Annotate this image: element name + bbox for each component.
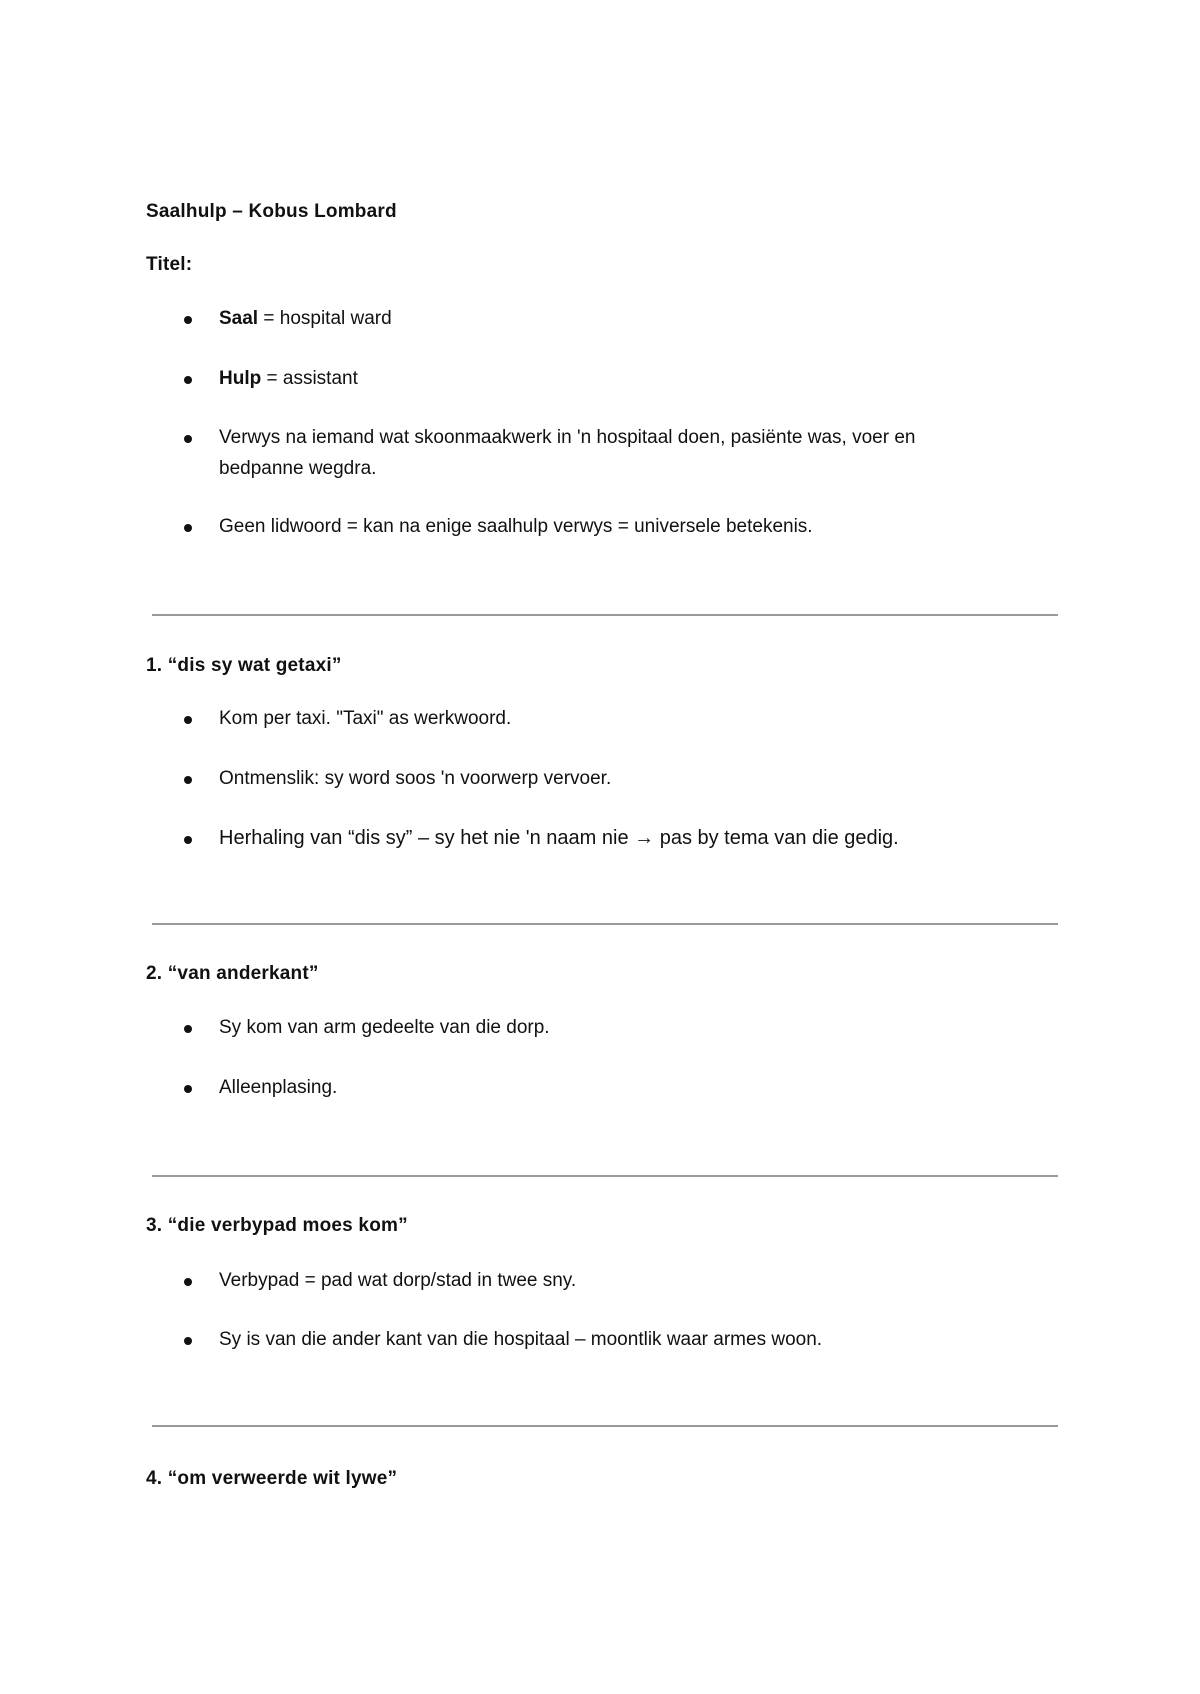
list-item: Sy is van die ander kant van die hospitaal – moontlik waar armes woon. <box>219 1329 823 1350</box>
list-item-continuation: bedpanne wegdra. <box>219 458 377 479</box>
bullet-dot <box>184 1278 192 1286</box>
titel-label: Titel: <box>146 254 193 275</box>
bullet-dot <box>184 524 192 532</box>
section-divider <box>152 1425 1058 1427</box>
document-title: Saalhulp – Kobus Lombard <box>146 201 397 222</box>
bullet-dot <box>184 376 192 384</box>
section-heading: 4. “om verweerde wit lywe” <box>146 1468 398 1489</box>
list-item: Herhaling van “dis sy” – sy het nie 'n naam nie → pas by tema van die gedig. <box>219 827 899 849</box>
bullet-dot <box>184 435 192 443</box>
bullet-dot <box>184 316 192 324</box>
section-heading: 1. “dis sy wat getaxi” <box>146 655 342 676</box>
list-item <box>219 303 392 334</box>
list-item: Kom per taxi. "Taxi" as werkwoord. <box>219 708 512 729</box>
list-item: Sy kom van arm gedeelte van die dorp. <box>219 1017 550 1038</box>
definition-saal: = hospital ward <box>258 308 392 329</box>
list-item: Verwys na iemand wat skoonmaakwerk in 'n hospitaal doen, pasiënte was, voer en <box>219 427 916 448</box>
section-heading: 2. “van anderkant” <box>146 963 319 984</box>
list-item: Geen lidwoord = kan na enige saalhulp verwys = universele betekenis. <box>219 516 813 537</box>
bullet-dot <box>184 1337 192 1345</box>
section-divider <box>152 614 1058 616</box>
bullet-dot <box>184 836 192 844</box>
bullet-dot <box>184 1025 192 1033</box>
term-saal: Saal <box>219 308 259 329</box>
list-item: Verbypad = pad wat dorp/stad in twee sny. <box>219 1270 577 1291</box>
definition-hulp: = assistant <box>261 368 358 389</box>
section-heading: 3. “die verbypad moes kom” <box>146 1215 408 1236</box>
term-hulp: Hulp <box>219 368 262 389</box>
list-item: Ontmenslik: sy word soos 'n voorwerp vervoer. <box>219 768 612 789</box>
list-item: Alleenplasing. <box>219 1077 338 1098</box>
bullet-dot <box>184 1085 192 1093</box>
section-divider <box>152 1175 1058 1177</box>
section-divider <box>152 923 1058 925</box>
bullet-dot <box>184 716 192 724</box>
bullet-dot <box>184 776 192 784</box>
list-item <box>219 363 358 394</box>
